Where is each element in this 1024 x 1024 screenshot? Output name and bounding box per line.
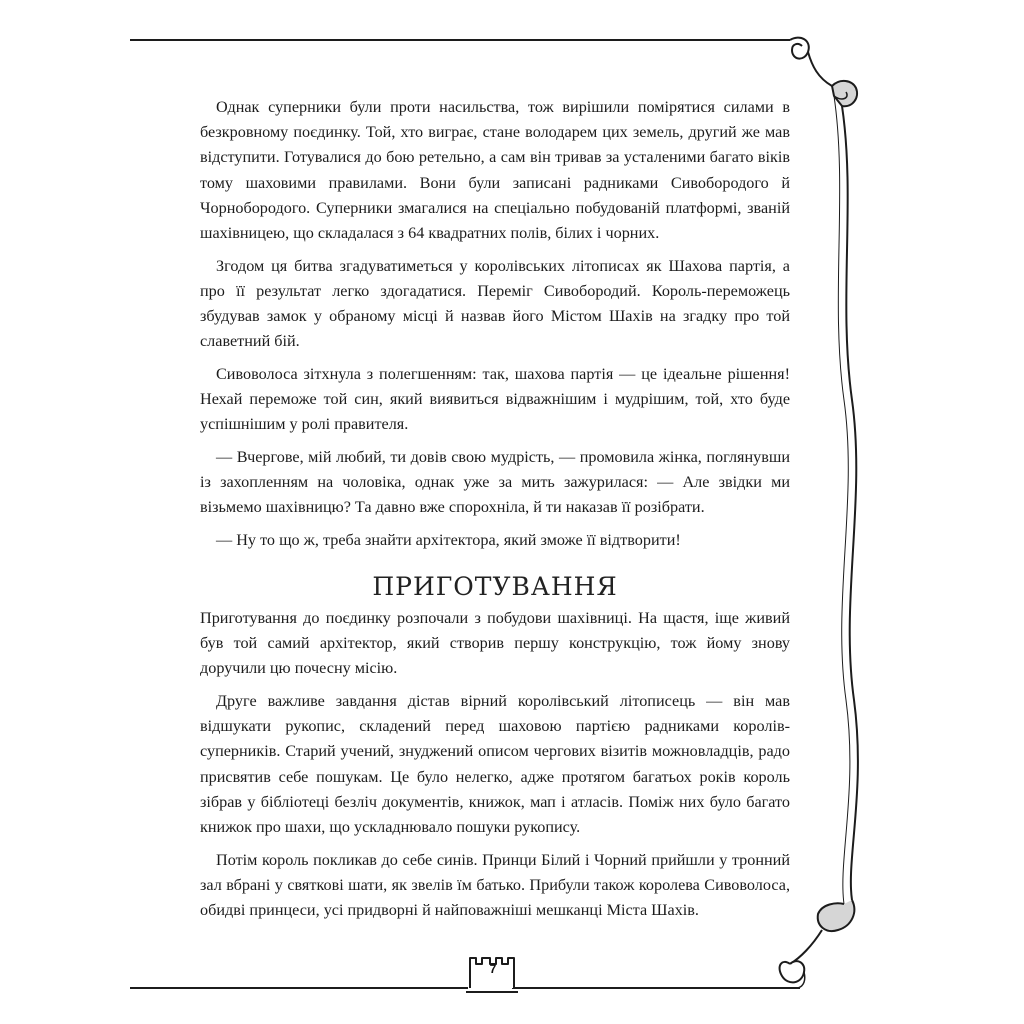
paragraph: Потім король покликав до себе синів. Принци Білий і Чорний прийшли у тронний зал вбрані у святкові шати, як звелів їм батько. Прибули також королева Сивоволоса, обидві принцеси, усі придворні й найповажніші мешканці Міста Шахів. (200, 850, 790, 920)
section-heading: ПРИГОТУВАННЯ (372, 572, 618, 602)
page-number: 7 (489, 962, 497, 976)
paragraph: Сивоволоса зітхнула з полегшенням: так, шахова партія — це ідеальне рішення! Нехай переможе той син, який виявиться відважнішим і мудрішим, той, хто буде успішнішим у ролі правителя. (200, 364, 790, 434)
paragraph: Друге важливе завдання дістав вірний королівський літописець — він мав відшукати рукопис, складений перед шаховою партією радниками королів-суперників. Старий учений, знуджений описом чергових візитів можновладців, радо присвятив себе пошукам. Це було нелегко, адже протягом багатьох років король зібрав у бібліотеці безліч документів, книжок, мап і атласів. Поміж них було багато книжок про шахи, що ускладнювало пошуки рукопису. (200, 692, 790, 837)
paragraph: Згодом ця битва згадуватиметься у королівських літописах як Шахова партія, а про її результат легко здогадатися. Переміг Сивобородий. Король-переможець збудував замок у обраному місці й назвав його Містом Шахів на згадку про той славетний бій. (200, 256, 790, 351)
body-text (200, 95, 790, 931)
paragraph: — Вчергове, мій любий, ти довів свою мудрість, — промовила жінка, поглянувши із захопленням на чоловіка, однак уже за мить зажурилася: — Але звідки ми візьмемо шахівницю? Та давно вже спорохніла, й ти наказав її розібрати. (200, 447, 790, 517)
scroll-curl-bottom-icon (780, 900, 855, 988)
paragraph: — Ну то що ж, треба знайти архітектора, який зможе її відтворити! (216, 530, 681, 549)
scroll-curl-top-icon (790, 38, 857, 107)
paragraph: Приготування до поєдинку розпочали з побудови шахівниці. На щастя, іще живий був той самий архітектор, який створив першу конструкцію, тож йому знову доручили цю почесну місію. (200, 609, 790, 678)
paragraph: Однак суперники були проти насильства, тож вирішили помірятися силами в безкровному поєдинку. Той, хто виграє, стане володарем цих земель, другий же мав відступити. Готувалися до бою ретельно, а сам він тривав за усталеними багато віків тому шаховими правилами. Вони були записані радниками Сивобородого й Чорнобородого. Суперники змагалися на спеціально побудованій платформі, званій шахівницею, що складалася з 64 квадратних полів, білих і чорних. (200, 98, 790, 243)
